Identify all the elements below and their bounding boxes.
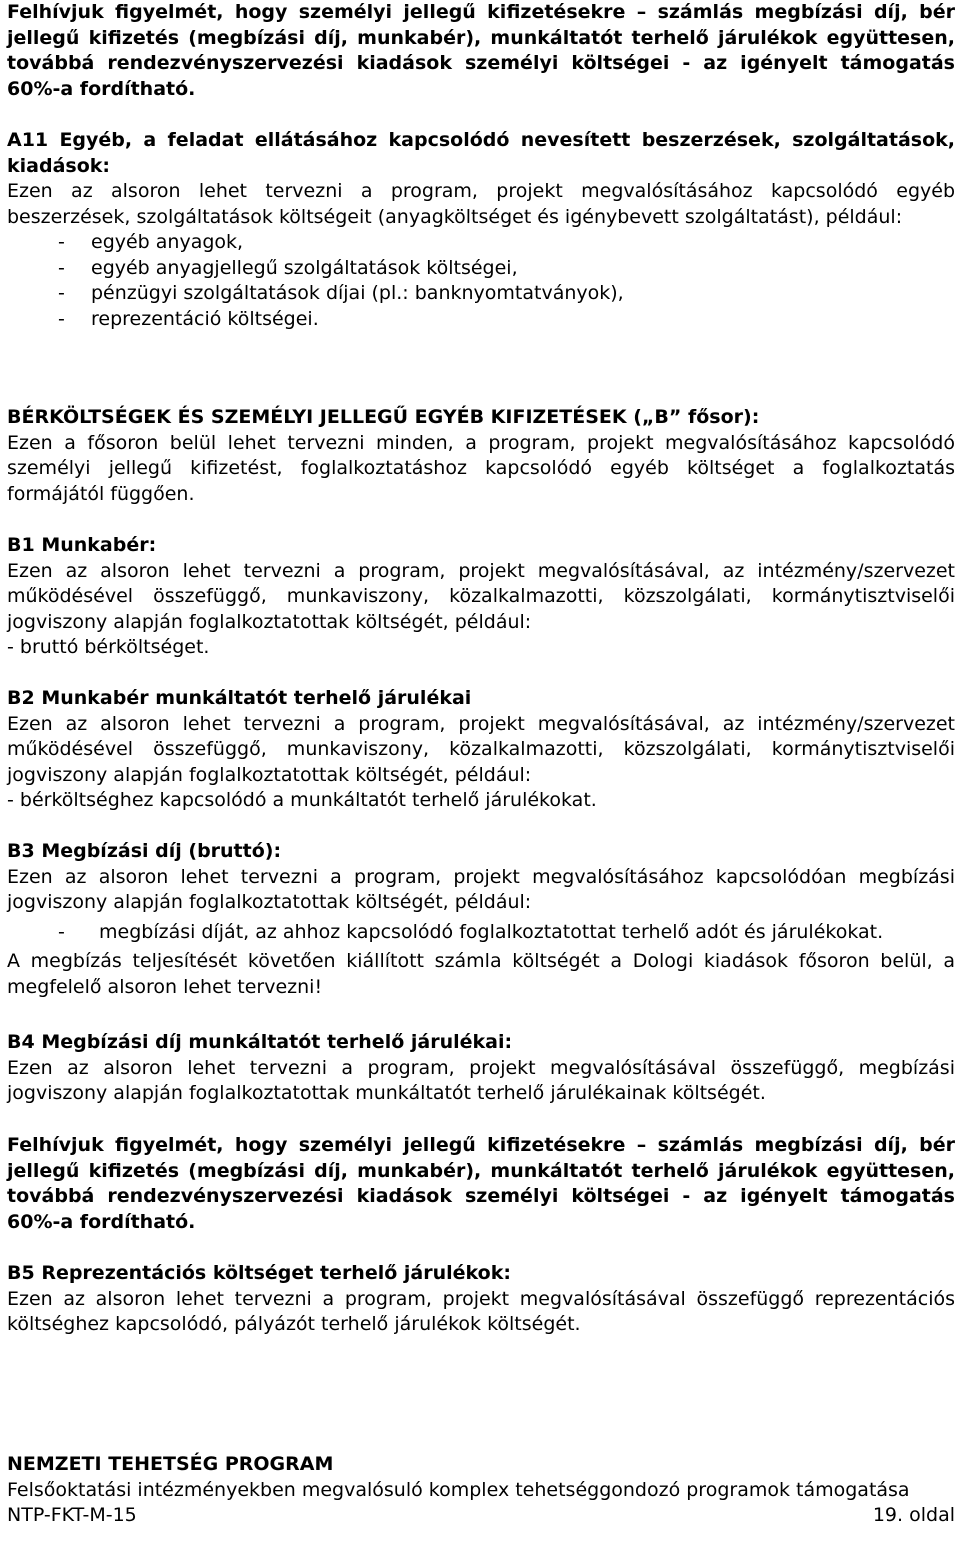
b4-heading: B4 Megbízási díj munkáltatót terhelő járulékai: (7, 1031, 513, 1053)
footer-code: NTP-FKT-M-15 (7, 1504, 137, 1526)
b1-heading: B1 Munkabér: (7, 534, 157, 556)
section-b-main (7, 405, 955, 507)
notice-bottom (7, 1133, 955, 1235)
section-b5 (7, 1261, 955, 1338)
b2-heading: B2 Munkabér munkáltatót terhelő járulékai (7, 687, 472, 709)
list-item: - egyéb anyagjellegű szolgáltatások költségei, (58, 256, 518, 279)
footer-row (7, 1503, 955, 1529)
b3-list-item: - megbízási díját, az ahhoz kapcsolódó foglalkoztatottat terhelő adót és járulékokat. (58, 920, 884, 943)
b5-heading: B5 Reprezentációs költséget terhelő járulékok: (7, 1262, 511, 1284)
list-item: - reprezentáció költségei. (58, 307, 319, 330)
b4-body: Ezen az alsoron lehet tervezni a program, projekt megvalósításával összefüggő, megbízási jogviszony alapján foglalkoztatottak munkáltatót terhelő járulékainak költségét. (7, 1056, 955, 1104)
notice-top-text: Felhívjuk figyelmét, hogy személyi jellegű kifizetésekre – számlás megbízási díj, bér jellegű kifizetés (megbízási díj, munkabér), munkáltatót terhelő járulékok együttesen, továbbá rendezvényszervezési kiadások személyi költségei - az igényelt támogatás 60%-a fordítható. (7, 1, 955, 100)
b-main-body: Ezen a fősoron belül lehet tervezni minden, a program, projekt megvalósításához kapcsolódó személyi jellegű kifizetést, foglalkoztatáshoz kapcsolódó egyéb költséget a foglalkoztatás formájától függően. (7, 431, 955, 505)
a11-heading: A11 Egyéb, a feladat ellátásához kapcsolódó nevesített beszerzések, szolgáltatások, kiadások: (7, 129, 955, 177)
b-main-heading: BÉRKÖLTSÉGEK ÉS SZEMÉLYI JELLEGŰ EGYÉB KIFIZETÉSEK („B” fősor): (7, 406, 760, 428)
section-b1 (7, 533, 955, 661)
section-b2 (7, 686, 955, 814)
footer-program: NEMZETI TEHETSÉG PROGRAM (7, 1453, 334, 1475)
page-number: 19. oldal (872, 1504, 955, 1526)
list-item: - egyéb anyagok, (58, 231, 244, 253)
b5-body: Ezen az alsoron lehet tervezni a program, projekt megvalósításával összefüggő reprezentációs költséghez kapcsolódó, pályázót terhelő járulékok költségét. (7, 1287, 955, 1335)
b3-body: Ezen az alsoron lehet tervezni a program, projekt megvalósításához kapcsolódóan megbízási jogviszony alapján foglalkoztatottak költségét, például: (7, 865, 955, 913)
b1-body: Ezen az alsoron lehet tervezni a program, projekt megvalósításával, az intézmény/szervezet működésével összefüggő, munkaviszony, közalkalmazotti, közszolgálati, kormánytisztviselői jogviszony alapján foglalkoztatottak költségét, például: (7, 559, 955, 633)
footer-subtitle: Felsőoktatási intézményekben megvalósuló komplex tehetséggondozó programok támogatása (7, 1478, 910, 1501)
b2-body: Ezen az alsoron lehet tervezni a program, projekt megvalósításával, az intézmény/szervezet működésével összefüggő, munkaviszony, közalkalmazotti, közszolgálati, kormánytisztviselői jogviszony alapján foglalkoztatottak költségét, például: (7, 712, 955, 786)
b2-tail: - bérköltséghez kapcsolódó a munkáltatót terhelő járulékokat. (7, 789, 597, 811)
section-b3 (7, 839, 955, 1000)
section-a11 (7, 128, 955, 332)
section-b4 (7, 1030, 955, 1107)
a11-list (7, 230, 955, 332)
notice-bottom-text: Felhívjuk figyelmét, hogy személyi jellegű kifizetésekre – számlás megbízási díj, bér jellegű kifizetés (megbízási díj, munkabér), munkáltatót terhelő járulékok együttesen, továbbá rendezvényszervezési kiadások személyi költségei - az igényelt támogatás 60%-a fordítható. (7, 1134, 955, 1233)
page-footer (7, 1452, 955, 1529)
list-item: - pénzügyi szolgáltatások díjai (pl.: banknyomtatványok), (58, 282, 624, 304)
b3-heading: B3 Megbízási díj (bruttó): (7, 840, 282, 862)
b1-tail: - bruttó bérköltséget. (7, 636, 210, 658)
a11-body: Ezen az alsoron lehet tervezni a program, projekt megvalósításához kapcsolódó egyéb beszerzések, szolgáltatások költségeit (anyagköltséget és igénybevett szolgáltatást), például: (7, 180, 955, 228)
notice-top (7, 0, 955, 102)
b3-note: A megbízás teljesítését követően kiállított számla költségét a Dologi kiadások fősoron belül, a megfelelő alsoron lehet tervezni! (7, 950, 955, 998)
